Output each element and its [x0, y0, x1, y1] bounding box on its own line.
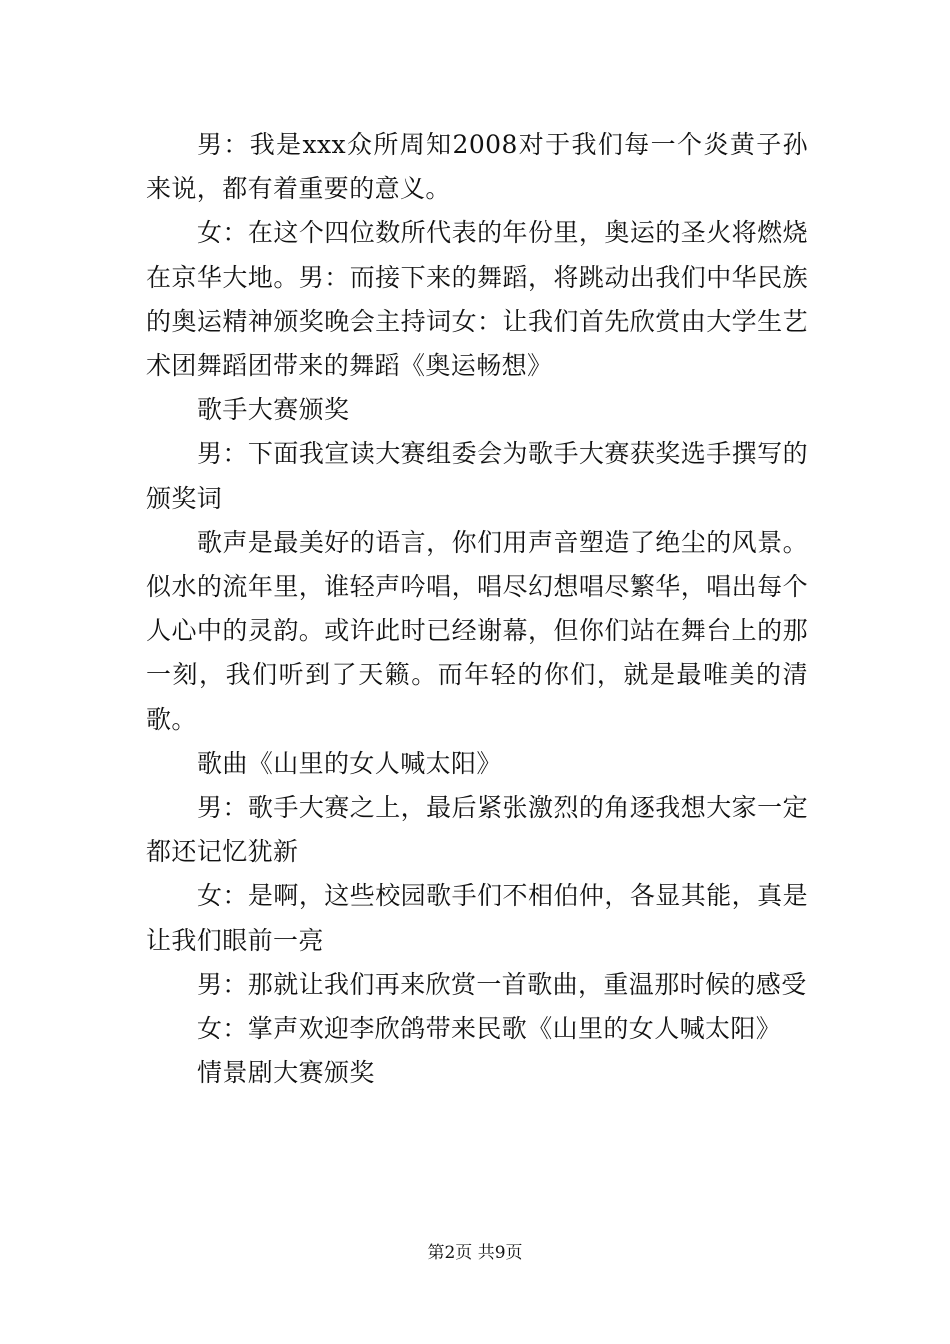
paragraph-award-speech: 歌声是最美好的语言，你们用声音塑造了绝尘的风景。似水的流年里，谁轻声吟唱，唱尽幻想唱尽繁华，唱出每个人心中的灵韵。或许此时已经谢幕，但你们站在舞台上的那一刻，我们听到了天籁。而年轻的你们，就是最唯美的清歌。 — [146, 527, 808, 734]
paragraph-intro-male: 男：我是xxx众所周知2008对于我们每一个炎黄子孙来说，都有着重要的意义。 — [146, 130, 808, 204]
paragraph-invite-song: 男：那就让我们再来欣赏一首歌曲，重温那时候的感受 — [197, 969, 807, 999]
paragraph-contest-memory: 男：歌手大赛之上，最后紧张激烈的角逐我想大家一定都还记忆犹新 — [146, 793, 808, 867]
song-title-line: 歌曲《山里的女人喊太阳》 — [197, 748, 502, 778]
paragraph-olympic-dance: 女：在这个四位数所代表的年份里，奥运的圣火将燃烧在京华大地。男：而接下来的舞蹈，将跳动出我们中华民族的奥运精神颁奖晚会主持词女：让我们首先欣赏由大学生艺术团舞蹈团带来的舞蹈《奥运畅想》 — [146, 218, 808, 381]
document-body — [146, 123, 808, 1095]
section-heading-singer-award: 歌手大赛颁奖 — [197, 395, 350, 425]
paragraph-female-reply: 女：是啊，这些校园歌手们不相伯仲，各显其能，真是让我们眼前一亮 — [146, 881, 808, 955]
paragraph-welcome-singer: 女：掌声欢迎李欣鸽带来民歌《山里的女人喊太阳》 — [197, 1014, 782, 1044]
section-heading-drama-award: 情景剧大赛颁奖 — [197, 1058, 375, 1088]
page-number-footer: 第2页 共9页 — [427, 1243, 523, 1263]
paragraph-award-announcement: 男：下面我宣读大赛组委会为歌手大赛获奖选手撰写的颁奖词 — [146, 439, 808, 513]
